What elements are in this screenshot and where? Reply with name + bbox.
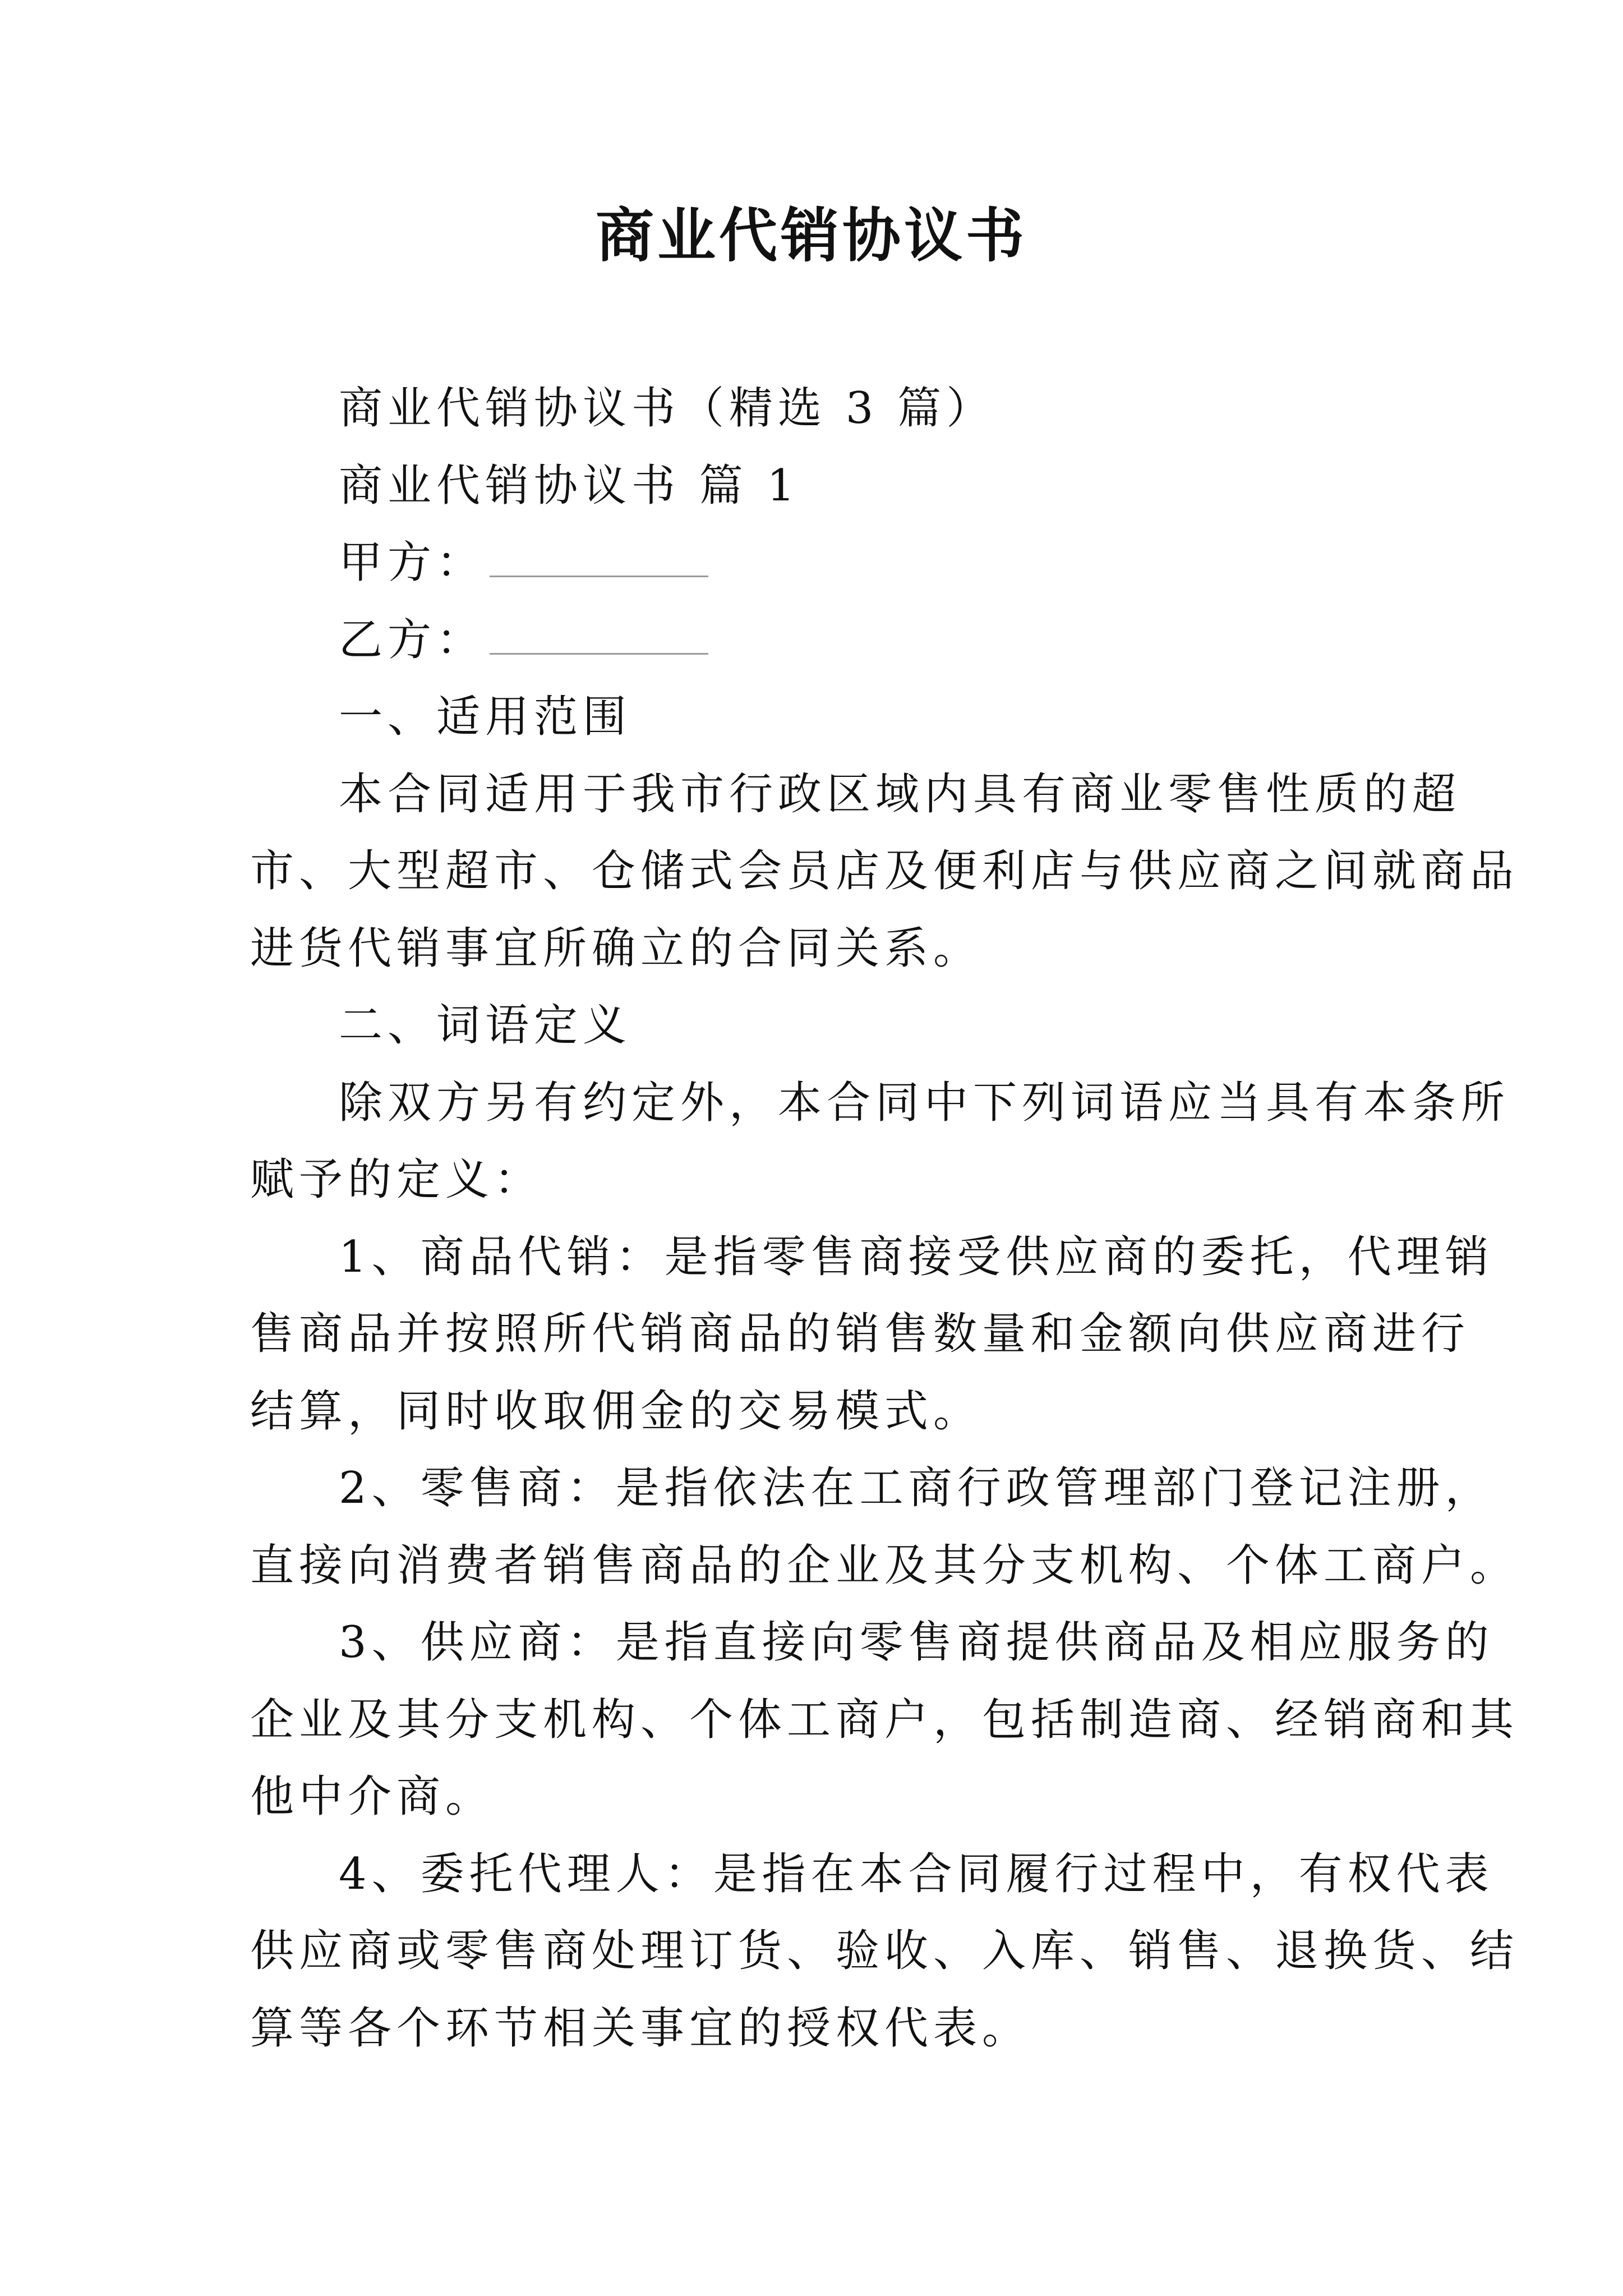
party-b-label: 乙方： — [339, 614, 486, 665]
section-heading: 一、适用范围 — [339, 692, 632, 742]
subtitle: 商业代销协议书（精选 3 篇） — [339, 383, 995, 434]
definition-line: 结算，同时收取佣金的交易模式。 — [250, 1386, 983, 1437]
definition-line: 3、供应商：是指直接向零售商提供商品及相应服务的 — [339, 1617, 1494, 1668]
document-title: 商业代销协议书 — [595, 201, 1027, 270]
definition-line: 企业及其分支机构、个体工商户，包括制造商、经销商和其 — [250, 1694, 1519, 1745]
paragraph-line: 除双方另有约定外，本合同中下列词语应当具有本条所 — [339, 1077, 1510, 1128]
paragraph-line: 赋予的定义： — [250, 1154, 543, 1205]
party-a-line — [250, 524, 1389, 602]
party-b-blank — [490, 619, 708, 655]
definition-line: 1、商品代销：是指零售商接受供应商的委托，代理销 — [339, 1231, 1494, 1282]
paragraph-line: 市、大型超市、仓储式会员店及便利店与供应商之间就商品 — [250, 846, 1519, 896]
definition-line: 供应商或零售商处理订货、验收、入库、销售、退换货、结 — [250, 1926, 1519, 1976]
party-a-blank — [490, 542, 708, 577]
party-a-label: 甲方： — [339, 537, 486, 588]
definition-line: 他中介商。 — [250, 1772, 495, 1822]
paragraph-line: 进货代销事宜所确立的合同关系。 — [250, 923, 983, 974]
definition-line: 直接向消费者销售商品的企业及其分支机构、个体工商户。 — [250, 1540, 1519, 1591]
party-b-line — [250, 602, 1389, 679]
definition-line: 4、委托代理人：是指在本合同履行过程中，有权代表 — [339, 1848, 1494, 1899]
definition-line: 2、零售商：是指依法在工商行政管理部门登记注册， — [339, 1463, 1494, 1513]
definition-line: 售商品并按照所代销商品的销售数量和金额向供应商进行 — [250, 1309, 1470, 1359]
part-heading: 商业代销协议书 篇 1 — [339, 460, 800, 511]
paragraph-line: 本合同适用于我市行政区域内具有商业零售性质的超 — [339, 769, 1461, 820]
definition-line: 算等各个环节相关事宜的授权代表。 — [250, 2003, 1031, 2054]
document-body — [250, 370, 1519, 2067]
section-heading: 二、词语定义 — [339, 1000, 632, 1051]
